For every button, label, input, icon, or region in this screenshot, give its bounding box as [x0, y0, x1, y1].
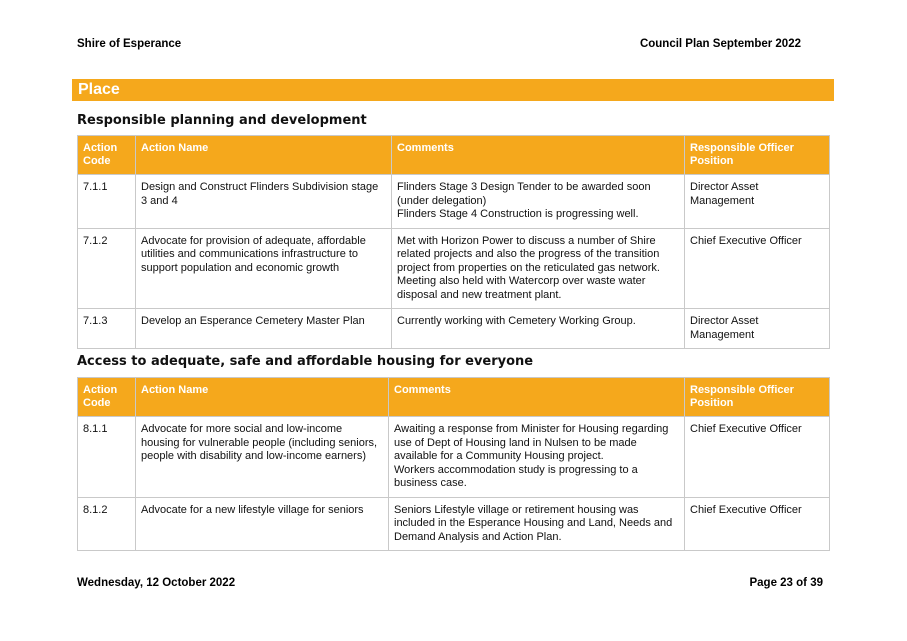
col-header-code: Action Code: [78, 136, 136, 175]
action-name: Design and Construct Flinders Subdivision stage 3 and 4: [136, 175, 392, 229]
col-header-code: Action Code: [78, 378, 136, 417]
responsible-officer: Director Asset Management: [685, 309, 830, 349]
housing-table: [77, 377, 830, 551]
action-comments: Met with Horizon Power to discuss a number of Shire related projects and also the progress of the transition project from properties on the reticulated gas network. Meeting also held with Watercorp over waste water disposal and new treatment plant.: [392, 228, 685, 309]
action-code: 7.1.2: [78, 228, 136, 309]
table-header-row: [78, 136, 830, 175]
responsible-officer: Chief Executive Officer: [685, 228, 830, 309]
action-code: 7.1.1: [78, 175, 136, 229]
col-header-officer: Responsible Officer Position: [685, 378, 830, 417]
responsible-officer: Director Asset Management: [685, 175, 830, 229]
action-comments: Awaiting a response from Minister for Housing regarding use of Dept of Housing land in Nulsen to be made available for a Community Housing project. Workers accommodation study is progressing to a business case.: [389, 417, 685, 498]
responsible-officer: Chief Executive Officer: [685, 417, 830, 498]
col-header-comments: Comments: [389, 378, 685, 417]
footer-page-number: Page 23 of 39: [749, 577, 823, 589]
action-comments: Seniors Lifestyle village or retirement housing was included in the Esperance Housing and Land, Needs and Demand Analysis and Action Plan.: [389, 497, 685, 551]
action-code: 8.1.1: [78, 417, 136, 498]
action-name: Advocate for a new lifestyle village for seniors: [136, 497, 389, 551]
table-row: [78, 228, 830, 309]
action-name: Develop an Esperance Cemetery Master Plan: [136, 309, 392, 349]
action-code: 8.1.2: [78, 497, 136, 551]
responsible-officer: Chief Executive Officer: [685, 497, 830, 551]
table-row: [78, 309, 830, 349]
table-row: [78, 417, 830, 498]
action-code: 7.1.3: [78, 309, 136, 349]
table-row: [78, 175, 830, 229]
section-title-planning: Responsible planning and development: [77, 113, 367, 128]
col-header-name: Action Name: [136, 378, 389, 417]
section-title-housing: Access to adequate, safe and affordable housing for everyone: [77, 354, 534, 369]
place-banner: Place: [72, 79, 834, 101]
footer-date: Wednesday, 12 October 2022: [77, 577, 236, 589]
action-comments: Currently working with Cemetery Working Group.: [392, 309, 685, 349]
col-header-name: Action Name: [136, 136, 392, 175]
header-doc-title: Council Plan September 2022: [639, 38, 801, 50]
col-header-officer: Responsible Officer Position: [685, 136, 830, 175]
col-header-comments: Comments: [392, 136, 685, 175]
planning-table: [77, 135, 830, 349]
table-header-row: [78, 378, 830, 417]
action-name: Advocate for provision of adequate, affordable utilities and communications infrastructure to support population and economic growth: [136, 228, 392, 309]
table-row: [78, 497, 830, 551]
header-org: Shire of Esperance: [77, 38, 182, 50]
action-name: Advocate for more social and low-income housing for vulnerable people (including seniors, people with disability and low-income earners): [136, 417, 389, 498]
action-comments: Flinders Stage 3 Design Tender to be awarded soon (under delegation) Flinders Stage 4 Construction is progressing well.: [392, 175, 685, 229]
